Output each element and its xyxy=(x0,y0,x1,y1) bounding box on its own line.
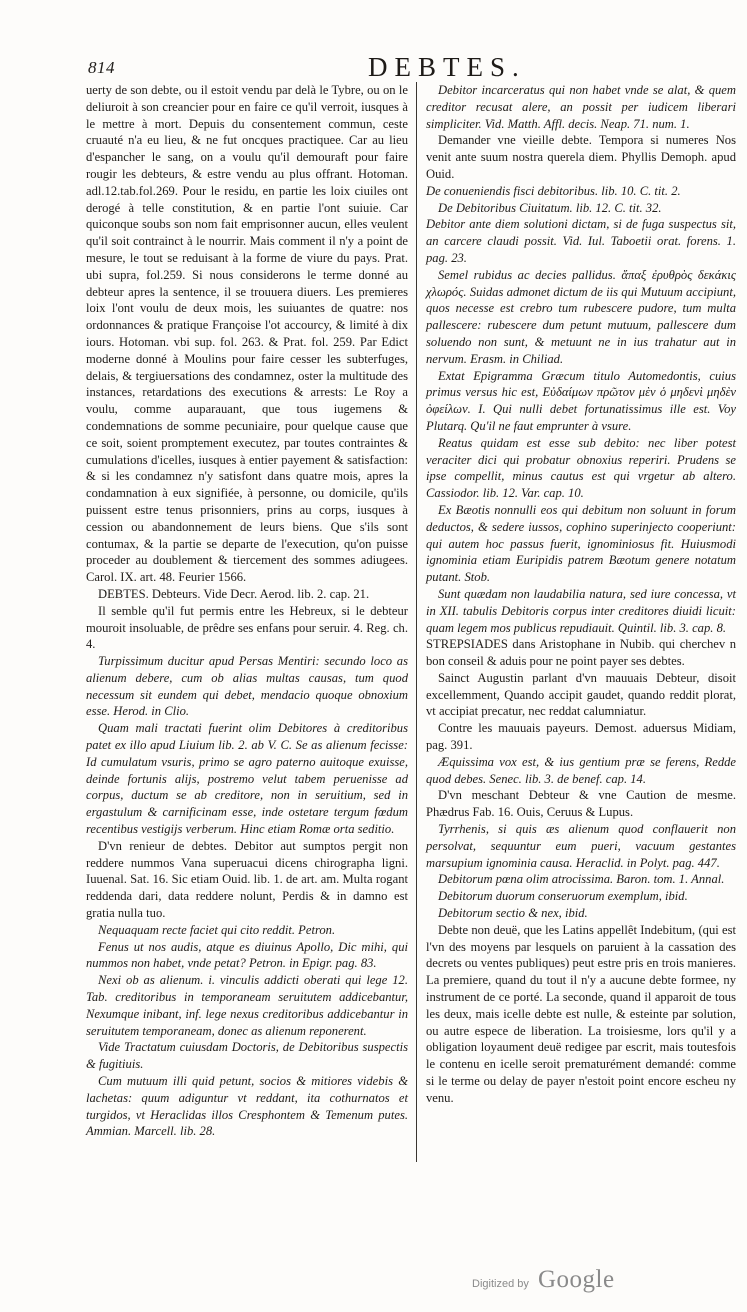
running-head: DEBTES. xyxy=(368,52,526,82)
column-divider xyxy=(416,82,417,1162)
paragraph: Contre les mauuais payeurs. Demost. aduersus Midiam, pag. 391. xyxy=(426,721,736,753)
paragraph: Quam mali tractati fuerint olim Debitores à creditoribus patet ex illo apud Liuium lib. 2. ab V. C. Se as alienum fecisse: Id cumulatum vsuris, primo se agro paterno auitoque exuisse, deinde fortunis alijs, postremo velut tabem peruenisse ad corpus, ductum se ab creditore, non in seruitium, sed in ergastulum & carnificinam esse, inde ostetare tergum fœdum recentibus vestigijs verberum. Hinc etiam Romæ orta seditio. xyxy=(86,721,408,837)
paragraph: Tyrrhenis, si quis æs alienum quod conflauerit non persolvat, sequuntur eum pueri, vacuum gestantes marsupium ignominia causa. Heraclid. in Polyt. pag. 447. xyxy=(426,822,736,870)
paragraph: Demander vne vieille debte. Tempora si numeres Nos venit ante suum nostra querela diem. Phyllis Demoph. apud Ouid. xyxy=(426,133,736,181)
paragraph: DEBTES. Debteurs. Vide Decr. Aerod. lib. 2. cap. 21. xyxy=(98,586,370,601)
paragraph: D'vn meschant Debteur & vne Caution de mesme. Phædrus Fab. 16. Ouis, Ceruus & Lupus. xyxy=(426,788,736,820)
paragraph: Cum mutuum illi quid petunt, socios & mitiores videbis & lachetas: quum adiguntur vt reddant, ita cothurnatos et turgidos, vt Heraclidas illos Cresphontem & Temenum putes. Ammian. Marcell. lib. 28. xyxy=(86,1074,408,1139)
paragraph: Debitor incarceratus qui non habet vnde se alat, & quem creditor recusat alere, an possit per iudicem liberari simpliciter. Vid. Matth. Affl. decis. Neap. 71. num. 1. xyxy=(426,83,736,131)
google-logo: Google xyxy=(538,1266,615,1293)
page-number: 814 xyxy=(88,58,115,77)
paragraph: Turpissimum ducitur apud Persas Mentiri: secundo loco as alienum debere, cum ob alias multas causas, tum quod necessum sit eundem qui debet, mendacio quoque obnoxium esse. Herod. in Clio. xyxy=(86,654,408,719)
paragraph: Debitor ante diem solutioni dictam, si de fuga suspectus sit, an carcere claudi possit. Vid. Iul. Taboetii orat. forens. 1. pag. 23. xyxy=(426,217,736,265)
paragraph: De Debitoribus Ciuitatum. lib. 12. C. tit. 32. xyxy=(438,200,662,215)
paragraph: Extat Epigramma Græcum titulo Automedontis, cuius primus versus hic est, Εὐδαίμων πρῶτον μὲν ὁ μηδενὶ μηδὲν ὀφείλων. I. Qui nulli debet fortunatissimus ille est. Voy Plutarq. Qu'il ne faut emprunter à vsure. xyxy=(426,368,736,433)
paragraph: Reatus quidam est esse sub debito: nec liber potest veraciter dici qui probatur obnoxius reperiri. Prudens se ipse compellit, minus cautus est qui vrgetur ab altero. Cassiodor. lib. 12. Var. cap. 10. xyxy=(426,435,736,501)
paragraph: Semel rubidus ac decies pallidus. ἅπαξ ἐρυθρὸς δεκάκις χλωρός. Suidas admonet dictum de iis qui Mutuum accipiunt, quos necesse est crebro tum rubescere pudore, tum multa pallescere: rubescere dum petunt mutuum, pallescere dum soluendo non sunt, & metuunt ne in ius trahatur aut in nervum. Erasm. in Chiliad. xyxy=(426,267,736,366)
digitized-watermark xyxy=(472,1266,672,1296)
paragraph: Fenus ut nos audis, atque es diuinus Apollo, Dic mihi, qui nummos non habet, vnde petat? Petron. in Epigr. pag. 83. xyxy=(86,939,408,971)
paragraph: Æquissima vox est, & ius gentium præ se ferens, Redde quod debes. Senec. lib. 3. de benef. cap. 14. xyxy=(426,754,736,786)
left-column xyxy=(86,82,408,1140)
paragraph: Debitorum sectio & nex, ibid. xyxy=(438,906,588,921)
paragraph: Il semble qu'il fut permis entre les Hebreux, si le debteur mouroit insoluable, de prêdre ses enfans pour seruir. 4. Reg. ch. 4. xyxy=(86,603,408,652)
paragraph: STREPSIADES dans Aristophane in Nubib. qui cherchev n bon conseil & aduis pour ne point payer ses debtes. xyxy=(426,637,736,669)
paragraph: Sunt quædam non laudabilia natura, sed iure concessa, vt in XII. tabulis Debitoris corpus inter creditores diuidi licuit: quam legem mos publicus repudiauit. Quintil. lib. 3. cap. 8. xyxy=(426,586,736,635)
paragraph: uerty de son debte, ou il estoit vendu par delà le Tybre, ou on le deliuroit à son creancier pour en faire ce qu'il verroit, iusques à le mettre à mort. Depuis du consentement commun, ceste cruauté n'a eu lieu, & ne fut oncques practiquee. Car au lieu d'espancher le sang, on a voulu qu'il demouraft pour faire rougir les debteurs, & estre vendu au plus offrant. Hotoman. adl.12.tab.fol.269. Pour le residu, en partie les loix ciuiles ont derogé à telle constitution, & en partie l'ont suiuie. Car quiconque soubs son nom fait emprisonner aucun, elles veulent qu'il soit contrainct à le nourrir. Mais comment il n'y a point de mesure, le tout se reduisant à la forme de viure du pays. Prat. ubi supra, fol.259. Si nous considerons le terme donné au debteur apres la sentence, il se trouuera diuers. Les premieres loix l'ont voulu de deux mois, les suiuantes de quatre: nos ordonnances & pratique Françoise l'ot accourcy, & limité à dix iours. Hotoman. vbi sup. fol. 263. & Prat. fol. 259. Par Edict moderne donné à Moulins pour faire cesser les subterfuges, delais, & tergiuersations des condamnez, oster la multitude des instances, retardations des executions & arrests: Le Roy a voulu, comme auparauant, que tous iugemens & condemnations de somme pecuniaire, pour quelque cause que ce soit, soient promptement executez, par toutes contraintes & cumulations d'icelles, iusques à entier payement & satisfaction: & si les condamnez n'y satisfont dans quatre mois, apres la condamnation à eux signifiée, à personne, ou domicile, qu'ils puissent estre tenus prisonniers, prins au corps, iusques à cession ou abandonnement de leurs biens. Que s'ils sont contumax, & la partie se departe de l'execution, qu'on puisse proceder au doublement & tiercement des sommes adiugees. Carol. IX. art. 48. Feurier 1566. xyxy=(86,83,408,585)
paragraph: Debte non deuë, que les Latins appellêt Indebitum, (qui est l'vn des moyens par lesquels on paruient à la cassation des decrets ou ventes publiques) peut estre pris en trois manieres. La premiere, quand du tout il n'y a aucune debte formee, ny instrument de ce porté. La seconde, quand il apparoit de tous les deux, mais icelle debte est nulle, & esteinte par solution, ou autre espece de liberation. La troisiesme, lors qu'il y a obligation loyaument deuë redigee par escrit, mais toutesfois le contenu en icelle seroit prematurément demandé: comme si le terme ou delay de payer n'estoit point encore escheu ny venu. xyxy=(426,922,736,1105)
paragraph: Nexi ob as alienum. i. vinculis addicti oberati qui lege 12. Tab. creditoribus in temporaneam seruitutem addicebantur, Nexumque inibant, inf. lege nexus creditoribus addicebantur in seruitutem temporaneam, donec as alienum reponerent. xyxy=(86,973,408,1038)
paragraph: Vide Tractatum cuiusdam Doctoris, de Debitoribus suspectis & fugitiuis. xyxy=(86,1040,408,1072)
paragraph: Nequaquam recte faciet qui cito reddit. Petron. xyxy=(98,922,336,937)
page-header xyxy=(88,52,728,82)
paragraph: Debitorum pœna olim atrocissima. Baron. tom. 1. Annal. xyxy=(438,872,725,887)
paragraph: De conueniendis fisci debitoribus. lib. 10. C. tit. 2. xyxy=(426,183,681,198)
paragraph: D'vn renieur de debtes. Debitor aut sumptos pergit non reddere nummos Vana superuacui dicens chirographa ligni. Iuuenal. Sat. 16. Sic etiam Ouid. lib. 1. de art. am. Multa rogant reddenda dari, data reddere nolunt, Perdis & in damno est gratia nulla tuo. xyxy=(86,838,408,921)
right-column xyxy=(426,82,736,1107)
paragraph: Ex Bæotis nonnulli eos qui debitum non soluunt in forum deductos, & sedere iussos, cophino superinjecto cooperiunt: qui autem hoc passus fuerit, ignominiosus fit. Huiusmodi ignominia etiam Euripidis patrem Bæotum genere notatum putant. Stob. xyxy=(426,502,736,585)
paragraph: Sainct Augustin parlant d'vn mauuais Debteur, disoit excellemment, Quando accipit gaudet, quando reddit plorat, vt accipiat precatur, nec reddat calumniatur. xyxy=(426,670,736,719)
digitized-by-label: Digitized by xyxy=(472,1278,529,1290)
paragraph: Debitorum duorum conseruorum exemplum, ibid. xyxy=(438,889,688,904)
